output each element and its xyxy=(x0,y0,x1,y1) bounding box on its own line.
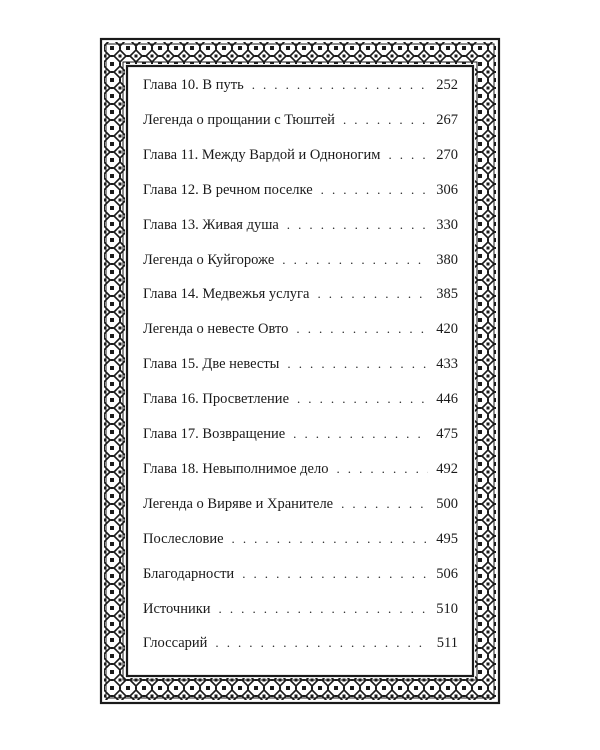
toc-entry[interactable] xyxy=(143,74,458,96)
toc-entry-title: Глава 12. В речном поселке xyxy=(143,181,313,198)
toc-leader-dots xyxy=(336,458,428,480)
toc-entry-page: 511 xyxy=(436,635,458,652)
toc-leader-dots xyxy=(293,423,428,445)
toc-entry-page: 330 xyxy=(436,216,458,233)
toc-entry-title: Глава 17. Возвращение xyxy=(143,426,286,442)
toc-entry-page: 510 xyxy=(436,600,458,617)
toc-entry-title: Глава 16. Просветление xyxy=(143,391,289,408)
toc-leader-dots xyxy=(232,528,428,550)
toc-entry[interactable] xyxy=(143,458,458,480)
toc-entry-title: Глава 14. Медвежья услуга xyxy=(143,286,310,303)
toc-entry[interactable] xyxy=(143,598,458,620)
toc-leader-dots xyxy=(297,388,428,410)
toc-leader-dots xyxy=(321,179,428,201)
toc-entry[interactable] xyxy=(143,144,458,166)
toc-leader-dots xyxy=(287,214,428,236)
toc-entry-page: 306 xyxy=(436,181,458,198)
toc-entry-page: 492 xyxy=(436,460,458,477)
toc-entry[interactable] xyxy=(143,632,458,654)
toc-entry-title: Благодарности xyxy=(143,565,235,582)
toc-entry[interactable] xyxy=(143,318,458,340)
toc-leader-dots xyxy=(388,144,428,166)
toc-entry-page: 446 xyxy=(436,391,458,408)
toc-entry-title: Легенда о невесте Овто xyxy=(143,321,289,338)
toc-entry-page: 495 xyxy=(436,530,458,547)
toc-entry-title: Глава 15. Две невесты xyxy=(143,356,280,373)
toc-entry-title: Источники xyxy=(143,600,211,617)
toc-entry-page: 420 xyxy=(436,321,458,338)
toc-entry-page: 475 xyxy=(436,426,458,442)
toc-entry-page: 506 xyxy=(436,565,458,582)
toc-leader-dots xyxy=(341,493,428,515)
toc-entry[interactable] xyxy=(143,179,458,201)
toc-entry-title: Глава 13. Живая душа xyxy=(143,216,279,233)
toc-entry-page: 433 xyxy=(436,356,458,373)
toc-entry[interactable] xyxy=(143,283,458,305)
toc-leader-dots xyxy=(215,632,428,654)
toc-entry[interactable] xyxy=(143,423,458,445)
toc-entry[interactable] xyxy=(143,528,458,550)
toc-entry-page: 385 xyxy=(436,286,458,303)
toc-leader-dots xyxy=(242,563,428,585)
toc-leader-dots xyxy=(343,109,428,131)
toc-entry[interactable] xyxy=(143,353,458,375)
toc-entry-title: Легенда о Виряве и Хранителе xyxy=(143,495,334,512)
toc-entry[interactable] xyxy=(143,109,458,131)
toc-entry[interactable] xyxy=(143,388,458,410)
toc-leader-dots xyxy=(317,283,428,305)
toc-entry-page: 252 xyxy=(436,77,458,93)
toc-leader-dots xyxy=(282,249,428,271)
toc-entry-title: Легенда о прощании с Тюштей xyxy=(143,111,335,128)
toc-entry[interactable] xyxy=(143,493,458,515)
toc-entry-page: 500 xyxy=(436,495,458,512)
toc-entry[interactable] xyxy=(143,563,458,585)
toc-entry-page: 267 xyxy=(436,111,458,128)
toc-entry[interactable] xyxy=(143,214,458,236)
toc-entry-title: Послесловие xyxy=(143,530,224,547)
toc-leader-dots xyxy=(219,598,428,620)
toc-entry-title: Легенда о Куйгороже xyxy=(143,251,275,268)
toc-entry-title: Глоссарий xyxy=(143,635,208,652)
toc-entry-title: Глава 11. Между Вардой и Одноногим xyxy=(143,146,381,163)
toc-entry-page: 380 xyxy=(436,251,458,268)
toc-entry-title: Глава 18. Невыполнимое дело xyxy=(143,460,329,477)
toc-entry[interactable] xyxy=(143,249,458,271)
toc-leader-dots xyxy=(296,318,428,340)
toc-entry-title: Глава 10. В путь xyxy=(143,77,244,93)
toc-leader-dots xyxy=(252,74,428,96)
toc-leader-dots xyxy=(287,353,428,375)
toc-entry-page: 270 xyxy=(436,146,458,163)
